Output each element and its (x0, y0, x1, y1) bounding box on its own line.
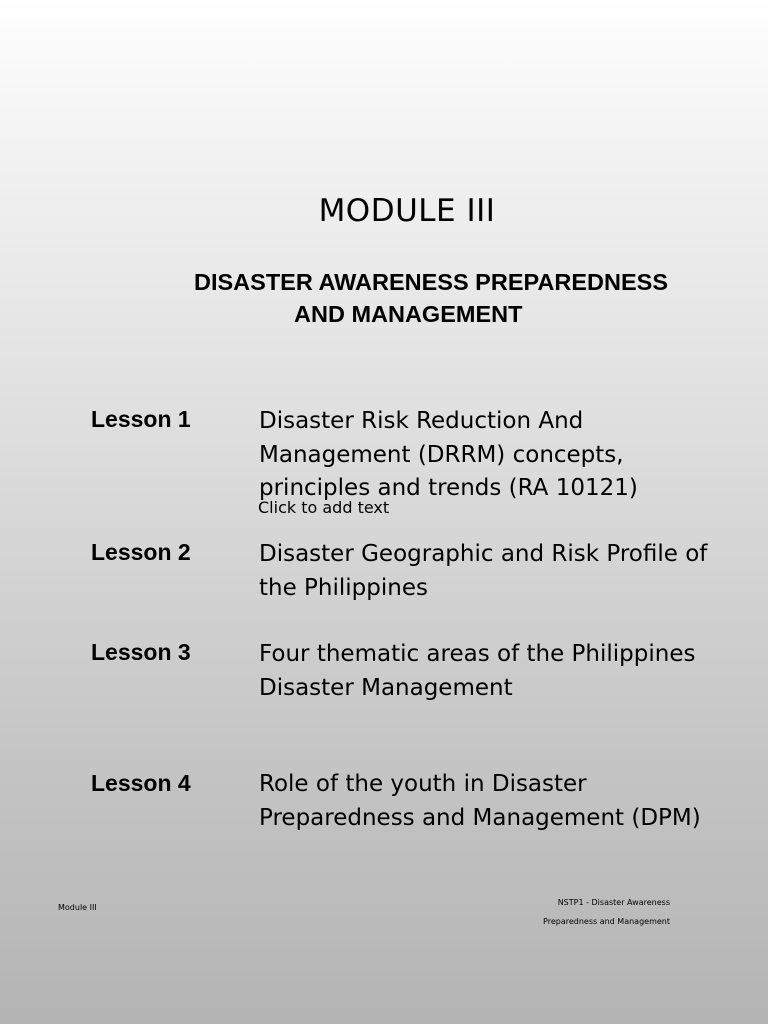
text-placeholder[interactable]: Click to add text (258, 498, 390, 517)
footer-course-line-1: NSTP1 - Disaster Awareness (557, 898, 670, 907)
lesson-2-description: Disaster Geographic and Risk Profile of the Philippines (259, 541, 708, 601)
lesson-4-description: Role of the youth in Disaster Preparedness and Management (DPM) (259, 771, 701, 831)
lesson-3-description: Four thematic areas of the Philippines Disaster Management (259, 641, 696, 701)
lesson-2-label: Lesson 2 (91, 539, 191, 565)
footer-module-label: Module III (58, 903, 97, 912)
lesson-1-label: Lesson 1 (91, 406, 191, 432)
lesson-3-label: Lesson 3 (91, 639, 191, 665)
footer-course-line-2: Preparedness and Management (543, 917, 670, 926)
footer-course-label (510, 893, 670, 931)
module-title: MODULE III (318, 193, 496, 229)
subtitle-line-1: DISASTER AWARENESS PREPAREDNESS (194, 269, 669, 295)
subtitle-line-2: AND MANAGEMENT (294, 301, 523, 327)
lesson-4-label: Lesson 4 (91, 770, 191, 796)
lesson-1-description: Disaster Risk Reduction And Management (DRRM) concepts, principles and trends (RA 10121) (259, 408, 638, 501)
module-subtitle (194, 266, 714, 330)
